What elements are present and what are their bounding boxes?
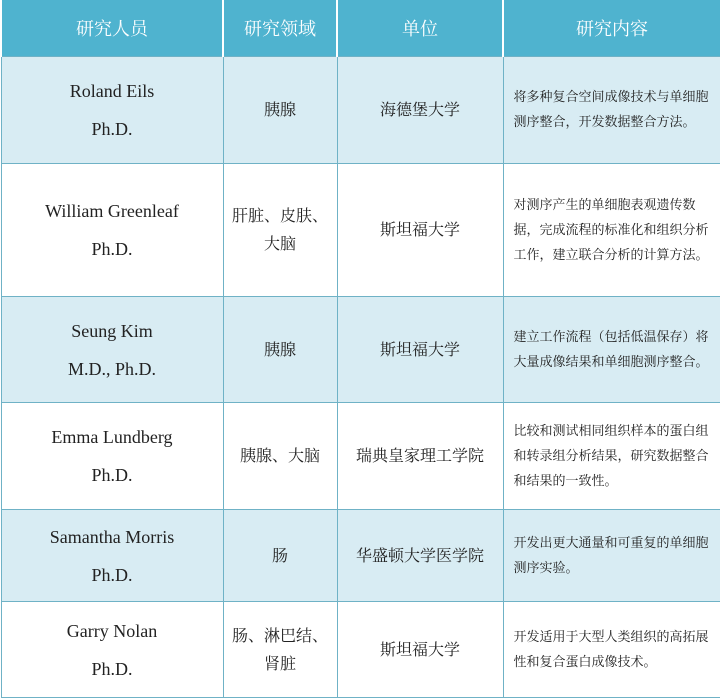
content-cell: 将多种复合空间成像技术与单细胞测序整合，开发数据整合方法。 bbox=[503, 57, 720, 164]
field-text: 肠、淋巴结、 bbox=[231, 625, 328, 645]
header-content: 研究内容 bbox=[503, 0, 720, 57]
table-row bbox=[1, 164, 720, 297]
field-text: 肝脏、皮肤、 bbox=[231, 206, 328, 225]
content-cell: 开发出更大通量和可重复的单细胞测序实验。 bbox=[503, 510, 720, 602]
field-cell bbox=[223, 164, 337, 297]
person-degree: Ph.D. bbox=[91, 564, 133, 585]
person-cell bbox=[1, 297, 223, 403]
person-cell bbox=[1, 164, 223, 297]
unit-cell: 斯坦福大学 bbox=[337, 602, 503, 698]
person-degree: Ph.D. bbox=[91, 239, 133, 259]
header-unit: 单位 bbox=[337, 0, 503, 57]
unit-cell: 瑞典皇家理工学院 bbox=[337, 403, 503, 510]
table-row bbox=[1, 57, 720, 164]
person-degree: M.D., Ph.D. bbox=[67, 358, 156, 379]
person-name: Emma Lundberg bbox=[51, 427, 173, 447]
content-cell: 开发适用于大型人类组织的高拓展性和复合蛋白成像技术。 bbox=[503, 602, 720, 698]
table-row bbox=[1, 602, 720, 698]
unit-cell: 华盛顿大学医学院 bbox=[337, 510, 503, 602]
table-row bbox=[1, 510, 720, 602]
field-text: 胰腺 bbox=[263, 339, 296, 359]
header-person: 研究人员 bbox=[1, 0, 223, 57]
content-cell: 比较和测试相同组织样本的蛋白组和转录组分析结果，研究数据整合和结果的一致性。 bbox=[503, 403, 720, 510]
content-cell: 建立工作流程（包括低温保存）将大量成像结果和单细胞测序整合。 bbox=[503, 297, 720, 403]
person-cell bbox=[1, 57, 223, 164]
table-row bbox=[1, 403, 720, 510]
field-text: 胰腺、大脑 bbox=[239, 446, 320, 465]
person-name: Garry Nolan bbox=[66, 620, 158, 641]
person-degree: Ph.D. bbox=[91, 119, 133, 139]
field-cell bbox=[223, 602, 337, 698]
person-degree: Ph.D. bbox=[91, 658, 133, 679]
person-name: Roland Eils bbox=[69, 81, 155, 101]
content-cell: 对测序产生的单细胞表观遗传数据，完成流程的标准化和组织分析工作，建立联合分析的计算方法。 bbox=[503, 164, 720, 297]
person-cell bbox=[1, 602, 223, 698]
person-name: Samantha Morris bbox=[49, 526, 175, 547]
field-text: 胰腺 bbox=[263, 100, 296, 119]
field-cell bbox=[223, 297, 337, 403]
unit-cell: 斯坦福大学 bbox=[337, 164, 503, 297]
person-degree: Ph.D. bbox=[91, 465, 133, 485]
person-cell bbox=[1, 403, 223, 510]
header-field: 研究领域 bbox=[223, 0, 337, 57]
field-text: 肠 bbox=[271, 545, 288, 565]
person-cell bbox=[1, 510, 223, 602]
person-name: Seung Kim bbox=[71, 320, 153, 341]
header-row bbox=[1, 0, 720, 57]
field-text: 大脑 bbox=[263, 234, 296, 253]
unit-cell: 斯坦福大学 bbox=[337, 297, 503, 403]
field-cell bbox=[223, 403, 337, 510]
field-text: 肾脏 bbox=[263, 653, 296, 673]
person-name: William Greenleaf bbox=[45, 201, 179, 221]
unit-cell: 海德堡大学 bbox=[337, 57, 503, 164]
table-row bbox=[1, 297, 720, 403]
field-cell bbox=[223, 510, 337, 602]
field-cell bbox=[223, 57, 337, 164]
